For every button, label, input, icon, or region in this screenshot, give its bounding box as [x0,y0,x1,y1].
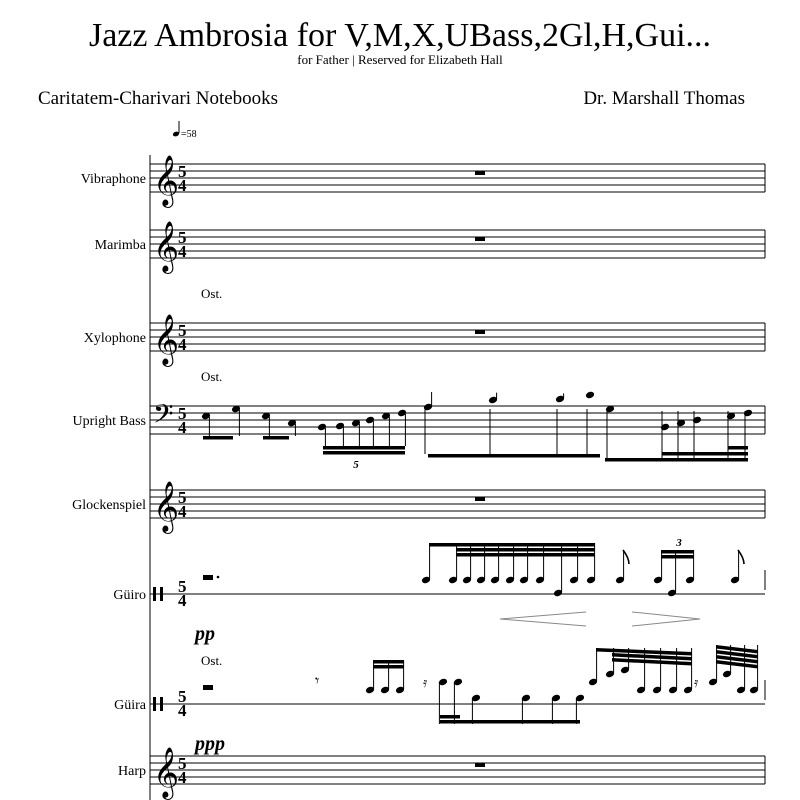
staff-vibraphone [81,155,765,208]
guiro-notes [203,537,765,626]
upright-bass-notes [201,391,753,471]
note-head [660,423,670,432]
time-signature-denominator: 4 [178,768,187,787]
time-signature-denominator: 4 [178,176,187,195]
beam [661,555,694,559]
time-signature-numerator: 5 [178,162,187,181]
time-signature-numerator: 5 [178,321,187,340]
instrument-label: Güira [114,698,146,713]
treble-clef-icon: 𝄞 [153,221,180,272]
beam [728,446,748,450]
time-signature-denominator: 4 [178,502,187,521]
composer-credit: Dr. Marshall Thomas [583,88,745,109]
note-head [692,416,702,425]
time-signature-numerator: 5 [178,404,187,423]
half-rest [203,685,213,690]
beam [323,446,405,450]
ostinato-marking: Ost. [201,653,223,668]
beam [323,451,405,455]
beam [373,665,404,669]
score-title: Jazz Ambrosia for V,M,X,UBass,2Gl,H,Gui... [88,17,712,54]
instrument-label: Vibraphone [80,172,146,187]
dynamic-marking: ppp [195,733,225,755]
ostinato-marking: Ost. [201,369,223,384]
instrument-label: Upright Bass [72,414,146,429]
guira-notes [203,645,765,724]
treble-clef-icon: 𝄞 [153,481,180,532]
time-signature-numerator: 5 [178,687,187,706]
time-signature-denominator: 4 [178,591,187,610]
tuplet-number: 5 [353,459,359,471]
beam [456,548,595,552]
instrument-label: Glockenspiel [72,498,146,513]
staff-glockenspiel [72,481,765,534]
tempo-value: =58 [181,129,197,140]
time-signature-denominator: 4 [178,242,187,261]
tuplet-number: 3 [676,537,682,549]
beam [662,452,748,456]
dynamic-marking: pp [195,623,215,645]
bass-clef-icon: 𝄢 [153,398,174,436]
time-signature-denominator: 4 [178,701,187,720]
staff-marimba [95,221,765,274]
instrument-label: Güiro [113,588,146,603]
treble-clef-icon: 𝄞 [153,155,180,206]
decrescendo-hairpin [632,612,700,626]
eighth-rest-icon: 𝄾 [315,671,320,690]
beam [440,715,460,719]
time-signature-denominator: 4 [178,418,187,437]
beam [605,458,748,462]
sixteenth-rest-icon: 𝄿 [423,675,428,691]
half-rest [203,575,213,580]
instrument-label: Harp [118,764,146,779]
percussion-clef-icon [153,587,156,601]
augmentation-dot [217,576,220,579]
percussion-clef-icon [160,587,163,601]
whole-rest [475,497,485,501]
note-head [585,391,595,400]
beam [263,436,289,440]
beam [456,553,595,557]
beam [596,648,692,656]
lyricist-credit: Caritatem-Charivari Notebooks [38,88,279,109]
beam [428,454,600,458]
staff-xylophone [84,286,765,367]
tempo-marking [172,121,196,140]
beam [429,543,595,547]
sixteenth-rest-icon: 𝄿 [694,675,699,691]
beam [203,436,233,440]
instrument-label: Xylophone [83,331,146,346]
time-signature-numerator: 5 [178,754,187,773]
beam [373,660,404,664]
crescendo-hairpin [500,612,586,626]
beam [440,720,580,724]
time-signature-numerator: 5 [178,228,187,247]
staff-g-iro [113,577,765,645]
whole-rest [475,763,485,767]
percussion-clef-icon [153,697,156,711]
whole-rest [475,237,485,241]
note-head [743,409,753,418]
score-subtitle: for Father | Reserved for Elizabeth Hall [297,52,503,67]
treble-clef-icon: 𝄞 [153,314,180,365]
treble-clef-icon: 𝄞 [153,747,180,798]
whole-rest [475,330,485,334]
instrument-label: Marimba [94,238,146,253]
beam [661,550,694,554]
ostinato-marking: Ost. [201,286,223,301]
percussion-clef-icon [160,697,163,711]
time-signature-numerator: 5 [178,488,187,507]
whole-rest [475,171,485,175]
time-signature-denominator: 4 [178,335,187,354]
time-signature-numerator: 5 [178,577,187,596]
